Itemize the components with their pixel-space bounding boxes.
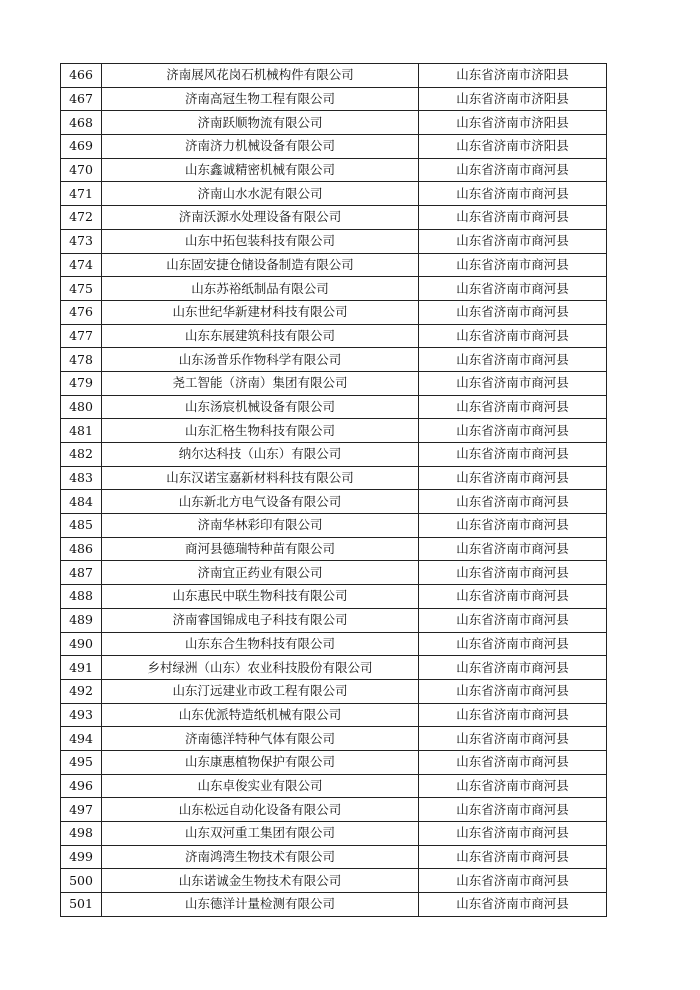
row-number-cell: 488 [61,585,102,609]
table-row [61,229,607,253]
row-number-cell: 476 [61,300,102,324]
table-row [61,750,607,774]
company-name-cell: 山东东展建筑科技有限公司 [102,324,419,348]
location-cell: 山东省济南市商河县 [419,703,607,727]
row-number-cell: 496 [61,774,102,798]
row-number-cell: 493 [61,703,102,727]
table-row [61,371,607,395]
row-number-cell: 484 [61,490,102,514]
location-cell: 山东省济南市商河县 [419,371,607,395]
location-cell: 山东省济南市商河县 [419,348,607,372]
location-cell: 山东省济南市商河县 [419,158,607,182]
company-name-cell: 山东苏裕纸制品有限公司 [102,277,419,301]
row-number-cell: 477 [61,324,102,348]
location-cell: 山东省济南市商河县 [419,774,607,798]
company-name-cell: 济南展风花岗石机械构件有限公司 [102,64,419,88]
row-number-cell: 475 [61,277,102,301]
table-row [61,774,607,798]
company-name-cell: 山东东合生物科技有限公司 [102,632,419,656]
location-cell: 山东省济南市商河县 [419,537,607,561]
row-number-cell: 487 [61,561,102,585]
row-number-cell: 470 [61,158,102,182]
table-row [61,419,607,443]
row-number-cell: 490 [61,632,102,656]
table-row [61,798,607,822]
row-number-cell: 478 [61,348,102,372]
table-row [61,608,607,632]
row-number-cell: 495 [61,750,102,774]
row-number-cell: 483 [61,466,102,490]
table-row [61,87,607,111]
company-name-cell: 山东鑫诚精密机械有限公司 [102,158,419,182]
row-number-cell: 466 [61,64,102,88]
company-name-cell: 济南鸿湾生物技术有限公司 [102,845,419,869]
location-cell: 山东省济南市济阳县 [419,87,607,111]
row-number-cell: 468 [61,111,102,135]
company-name-cell: 山东新北方电气设备有限公司 [102,490,419,514]
table-row [61,253,607,277]
location-cell: 山东省济南市商河县 [419,679,607,703]
location-cell: 山东省济南市商河县 [419,893,607,917]
location-cell: 山东省济南市商河县 [419,277,607,301]
table-row [61,703,607,727]
location-cell: 山东省济南市济阳县 [419,135,607,159]
company-name-cell: 济南高冠生物工程有限公司 [102,87,419,111]
table-row [61,845,607,869]
company-name-cell: 乡村绿洲（山东）农业科技股份有限公司 [102,656,419,680]
company-list-table [60,63,607,917]
table-row [61,64,607,88]
location-cell: 山东省济南市商河县 [419,585,607,609]
company-name-cell: 山东中拓包装科技有限公司 [102,229,419,253]
location-cell: 山东省济南市商河县 [419,798,607,822]
row-number-cell: 485 [61,514,102,538]
location-cell: 山东省济南市商河县 [419,822,607,846]
location-cell: 山东省济南市商河县 [419,845,607,869]
table-row [61,443,607,467]
row-number-cell: 501 [61,893,102,917]
table-row [61,537,607,561]
row-number-cell: 497 [61,798,102,822]
company-name-cell: 济南宜正药业有限公司 [102,561,419,585]
location-cell: 山东省济南市商河县 [419,419,607,443]
table-row [61,727,607,751]
company-name-cell: 山东汀远建业市政工程有限公司 [102,679,419,703]
company-name-cell: 山东松远自动化设备有限公司 [102,798,419,822]
table-row [61,206,607,230]
location-cell: 山东省济南市商河县 [419,608,607,632]
row-number-cell: 472 [61,206,102,230]
row-number-cell: 486 [61,537,102,561]
company-name-cell: 山东汇格生物科技有限公司 [102,419,419,443]
location-cell: 山东省济南市商河县 [419,229,607,253]
location-cell: 山东省济南市商河县 [419,561,607,585]
table-row [61,869,607,893]
location-cell: 山东省济南市商河县 [419,300,607,324]
company-name-cell: 山东德洋计量检测有限公司 [102,893,419,917]
table-row [61,348,607,372]
location-cell: 山东省济南市商河县 [419,182,607,206]
row-number-cell: 473 [61,229,102,253]
table-row [61,158,607,182]
row-number-cell: 474 [61,253,102,277]
location-cell: 山东省济南市商河县 [419,750,607,774]
row-number-cell: 480 [61,395,102,419]
company-name-cell: 山东固安捷仓储设备制造有限公司 [102,253,419,277]
table-row [61,822,607,846]
company-name-cell: 山东汤普乐作物科学有限公司 [102,348,419,372]
row-number-cell: 467 [61,87,102,111]
row-number-cell: 482 [61,443,102,467]
location-cell: 山东省济南市商河县 [419,324,607,348]
table-row [61,277,607,301]
company-name-cell: 山东汤宸机械设备有限公司 [102,395,419,419]
row-number-cell: 481 [61,419,102,443]
company-name-cell: 山东世纪华新建材科技有限公司 [102,300,419,324]
company-name-cell: 济南德洋特种气体有限公司 [102,727,419,751]
location-cell: 山东省济南市济阳县 [419,64,607,88]
company-name-cell: 济南济力机械设备有限公司 [102,135,419,159]
row-number-cell: 498 [61,822,102,846]
company-name-cell: 商河县德瑞特种苗有限公司 [102,537,419,561]
table-row [61,324,607,348]
location-cell: 山东省济南市商河县 [419,656,607,680]
location-cell: 山东省济南市商河县 [419,206,607,230]
location-cell: 山东省济南市商河县 [419,253,607,277]
table-row [61,561,607,585]
table-row [61,656,607,680]
location-cell: 山东省济南市济阳县 [419,111,607,135]
location-cell: 山东省济南市商河县 [419,490,607,514]
company-name-cell: 山东惠民中联生物科技有限公司 [102,585,419,609]
table-row [61,893,607,917]
table-row [61,679,607,703]
location-cell: 山东省济南市商河县 [419,869,607,893]
company-name-cell: 济南睿国锦成电子科技有限公司 [102,608,419,632]
location-cell: 山东省济南市商河县 [419,632,607,656]
table-row [61,111,607,135]
table-row [61,135,607,159]
table-row [61,514,607,538]
location-cell: 山东省济南市商河县 [419,466,607,490]
row-number-cell: 489 [61,608,102,632]
company-name-cell: 济南山水水泥有限公司 [102,182,419,206]
table-row [61,585,607,609]
company-name-cell: 纳尔达科技（山东）有限公司 [102,443,419,467]
company-name-cell: 山东诺诚金生物技术有限公司 [102,869,419,893]
company-name-cell: 尧工智能（济南）集团有限公司 [102,371,419,395]
company-name-cell: 济南沃源水处理设备有限公司 [102,206,419,230]
company-name-cell: 山东双河重工集团有限公司 [102,822,419,846]
location-cell: 山东省济南市商河县 [419,443,607,467]
location-cell: 山东省济南市商河县 [419,514,607,538]
company-name-cell: 济南华林彩印有限公司 [102,514,419,538]
table-row [61,490,607,514]
company-name-cell: 山东汉诺宝嘉新材料科技有限公司 [102,466,419,490]
table-row [61,182,607,206]
row-number-cell: 499 [61,845,102,869]
location-cell: 山东省济南市商河县 [419,727,607,751]
row-number-cell: 492 [61,679,102,703]
row-number-cell: 469 [61,135,102,159]
company-name-cell: 山东优派特造纸机械有限公司 [102,703,419,727]
table-row [61,395,607,419]
location-cell: 山东省济南市商河县 [419,395,607,419]
table-row [61,466,607,490]
table-row [61,300,607,324]
row-number-cell: 494 [61,727,102,751]
table-row [61,632,607,656]
row-number-cell: 491 [61,656,102,680]
row-number-cell: 479 [61,371,102,395]
company-list-body [61,64,607,917]
row-number-cell: 500 [61,869,102,893]
company-name-cell: 济南跃顺物流有限公司 [102,111,419,135]
row-number-cell: 471 [61,182,102,206]
company-name-cell: 山东卓俊实业有限公司 [102,774,419,798]
company-name-cell: 山东康惠植物保护有限公司 [102,750,419,774]
